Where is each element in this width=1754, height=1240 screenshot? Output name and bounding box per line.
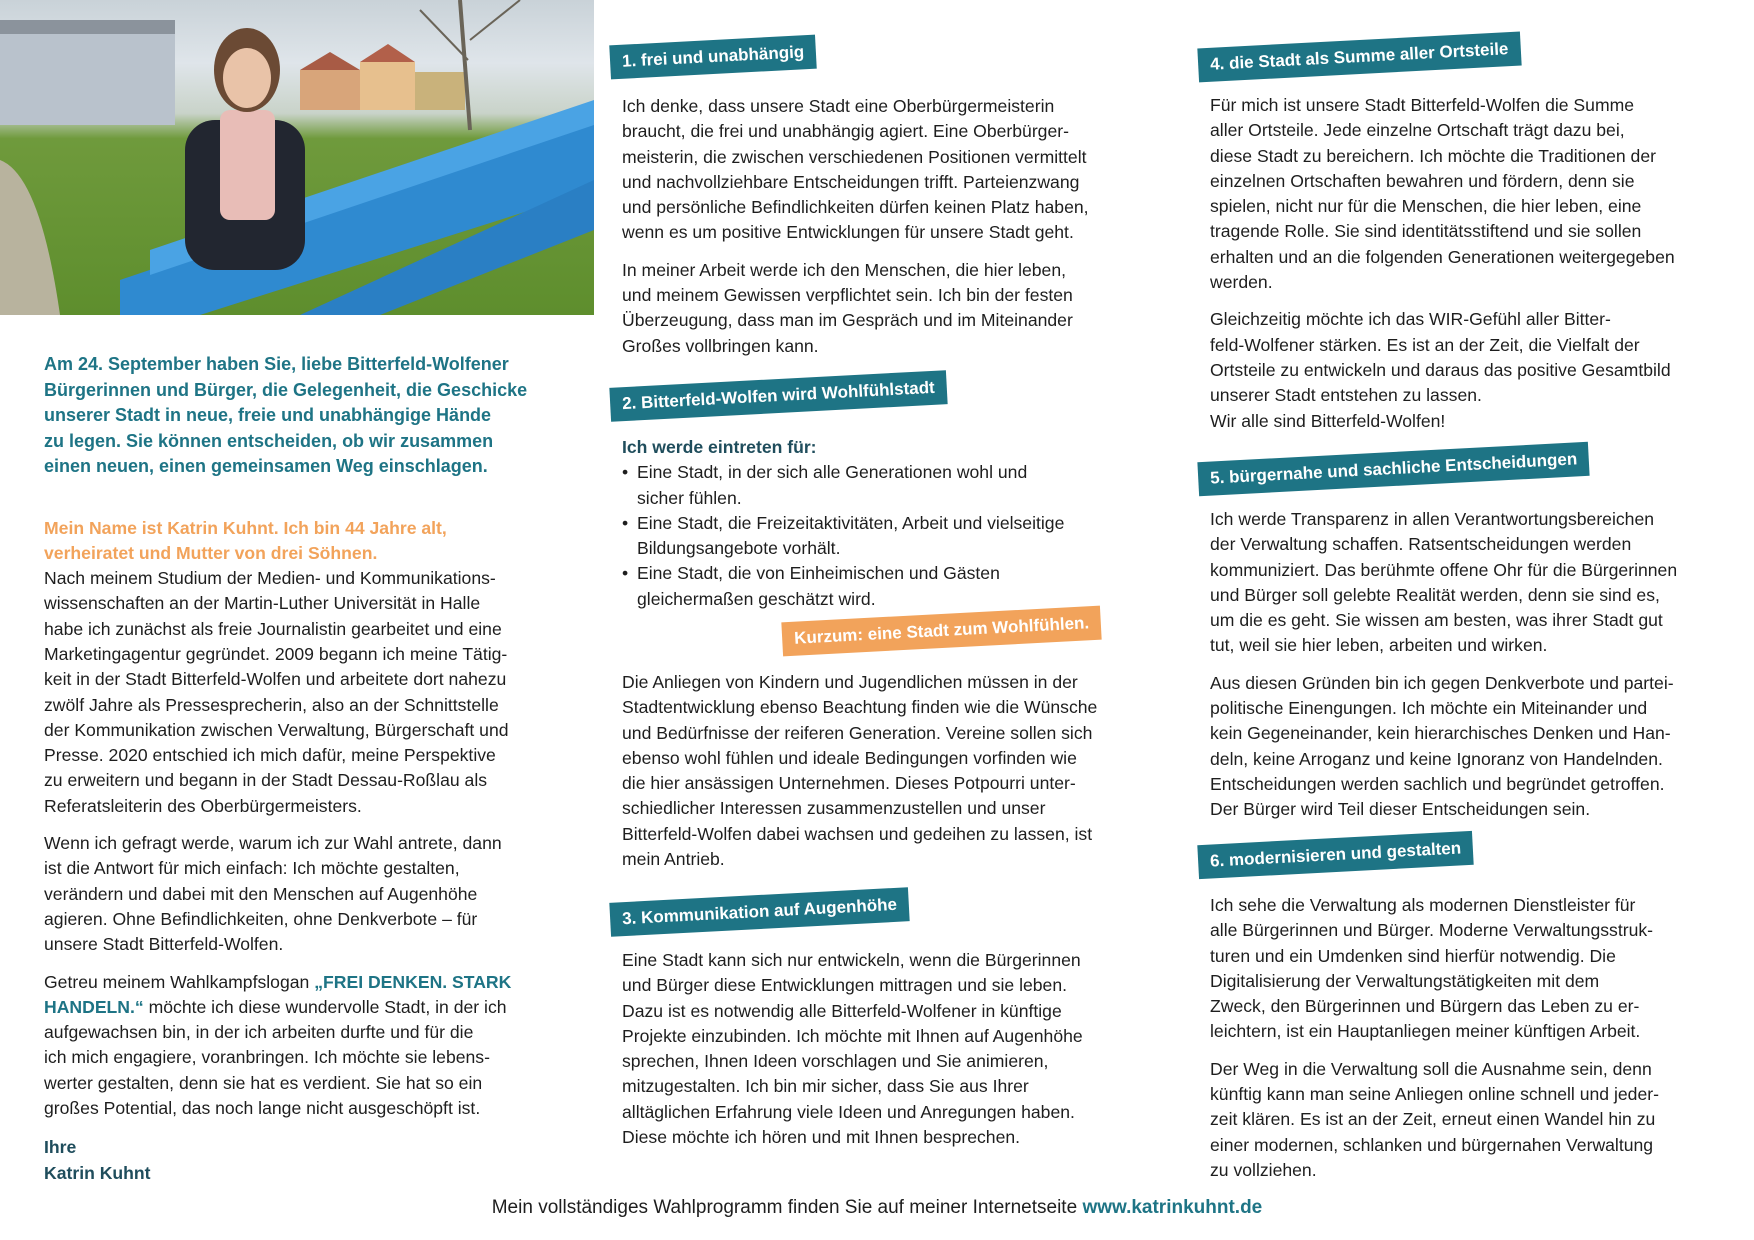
section-6 — [1210, 893, 1730, 1195]
section-5-p2: Aus diesen Gründen bin ich gegen Denkverbote und partei- politische Einengungen. Ich möchte ein Miteinander und kein Gegeneinander, kein hierarchisches Denken und Han- deln, keine Arroganz und keine Ignoranz von Handelnden. Entscheidungen werden sachlich und begründet getroffen. Der Bürger wird Teil dieser Entscheidungen sein. — [1210, 672, 1674, 820]
section-1 — [622, 94, 1162, 371]
section-2-list — [622, 460, 1162, 612]
signoff: Ihre Katrin Kuhnt — [44, 1137, 151, 1183]
section-3 — [622, 948, 1162, 1162]
portrait-photo — [0, 0, 594, 315]
intro-column — [44, 352, 584, 1186]
section-5 — [1210, 507, 1730, 835]
list-item: • Eine Stadt, die Freizeitaktivitäten, Arbeit und vielseitige Bildungsangebote vorhält. — [622, 511, 1162, 562]
list-item: • Eine Stadt, in der sich alle Generationen wohl und sicher fühlen. — [622, 460, 1162, 511]
slogan-paragraph — [44, 970, 584, 1122]
section-3-p1: Eine Stadt kann sich nur entwickeln, wenn die Bürgerinnen und Bürger diese Entwicklungen mittragen und sie leben. Dazu ist es notwendig alle Bitterfeld-Wolfener in künftige Projekte einzubinden. Ich möchte mit Ihnen auf Augenhöhe sprechen, Ihnen Ideen vorschlagen und Sie animieren, mitzugestalten. Ich bin mir sicher, dass Sie aus Ihrer alltäglichen Erfahrung viele Ideen und Anregungen haben. Diese möchte ich hören und mit Ihnen besprechen. — [622, 950, 1083, 1148]
section-2-banner: 2. Bitterfeld-Wolfen wird Wohlfühlstadt — [609, 370, 947, 422]
section-5-p1: Ich werde Transparenz in allen Verantwortungsbereichen der Verwaltung schaffen. Ratsentscheidungen werden kommuniziert. Das berühmte offene Ohr für die Bürgerinnen und Bürger soll gelebte Realität werden, denn sie sind es, um die es geht. Sie wissen am besten, was ihrer Stadt gut tut, weil sie hier leben, arbeiten und wirken. — [1210, 509, 1678, 656]
section-1-p1: Ich denke, dass unsere Stadt eine Oberbürgermeisterin braucht, die frei und unabhängig agiert. Eine Oberbürger- meisterin, die zwischen verschiedenen Positionen vermittelt und nachvollziehbare Entscheidungen trifft. Parteienzwang und persönliche Befindlichkeiten dürfen keinen Platz haben, wenn es um positive Entwicklungen für unsere Stadt geht. — [622, 96, 1089, 243]
bio-text: Nach meinem Studium der Medien- und Kommunikations- wissenschaften an der Martin-Luther Universität in Halle habe ich zunächst als freie Journalistin gearbeitet und eine Marketingagentur gegründet. 2009 begann ich meine Tätig- keit in der Stadt Bitterfeld-Wolfen und arbeitete dort nahezu zwölf Jahre als Pressesprecherin, also an der Schnittstelle der Kommunikation zwischen Verwaltung, Bürgerschaft und Presse. 2020 entschied ich mich dafür, meine Perspektive zu erweitern und begann in der Stadt Dessau-Roßlau als Referatsleiterin des Oberbürgermeisters. — [44, 568, 509, 816]
section-4-p2: Gleichzeitig möchte ich das WIR-Gefühl aller Bitter- feld-Wolfener stärken. Es ist an der Zeit, die Vielfalt der Ortsteile zu entwickeln und daraus das positive Gesamtbild unserer Stadt entstehen zu lassen. Wir alle sind Bitterfeld-Wolfen! — [1210, 309, 1671, 431]
section-4-banner: 4. die Stadt als Summe aller Ortsteile — [1197, 32, 1521, 83]
slogan: „FREI DENKEN. STARK HANDELN.“ — [44, 971, 512, 1017]
section-4-p1: Für mich ist unsere Stadt Bitterfeld-Wolfen die Summe aller Ortsteile. Jede einzelne Ortschaft trägt dazu bei, diese Stadt zu bereichern. Ich möchte die Traditionen der einzelnen Ortschaften bewahren und fördern, denn sie spielen, nicht nur für die Menschen, die hier leben, eine tragende Rolle. Sie sind identitätsstiftend und sie sollen erhalten und an die folgenden Generationen weitergegeben werden. — [1210, 95, 1675, 293]
kurzum-banner: Kurzum: eine Stadt zum Wohlfühlen. — [781, 606, 1102, 657]
section-6-p1: Ich sehe die Verwaltung als modernen Dienstleister für alle Bürgerinnen und Bürger. Moderne Verwaltungsstruk- turen und ein Umdenken sind hierfür notwendig. Die Digitalisierung der Verwaltungstätigkeiten mit dem Zweck, den Bürgerinnen und Bürgern das Leben zu er- leichtern, ist ein Hauptanliegen meiner künftigen Arbeit. — [1210, 895, 1654, 1042]
intro-text: Am 24. September haben Sie, liebe Bitterfeld-Wolfener Bürgerinnen und Bürger, die Gelegenheit, die Geschicke unserer Stadt in neue, freie und unabhängige Hände zu legen. Sie können entscheiden, ob wir zusammen einen neuen, einen gemeinsamen Weg einschlagen. — [44, 354, 528, 476]
section-5-banner: 5. bürgernahe und sachliche Entscheidungen — [1197, 442, 1590, 496]
footer — [0, 1197, 1754, 1219]
list-item: • Eine Stadt, die von Einheimischen und Gästen gleichermaßen geschätzt wird. — [622, 561, 1162, 612]
footer-text: Mein vollständiges Wahlprogramm finden Sie auf meiner Internetseite — [491, 1197, 1083, 1218]
section-2 — [622, 435, 1162, 624]
section-2-text — [622, 670, 1162, 884]
slogan-pre: Getreu meinem Wahlkampfslogan — [44, 971, 315, 992]
section-2-lead: Ich werde eintreten für: — [622, 437, 817, 457]
bio-heading: Mein Name ist Katrin Kuhnt. Ich bin 44 Jahre alt, verheiratet und Mutter von drei Söhnen. — [44, 517, 447, 563]
section-3-banner: 3. Kommunikation auf Augenhöhe — [609, 887, 910, 937]
section-4 — [1210, 93, 1730, 446]
slogan-post: möchte ich diese wundervolle Stadt, in der ich aufgewachsen bin, in der ich arbeiten durfte und für die ich mich engagiere, voranbringen. Ich möchte sie lebens- werter gestalten, denn sie hat es verdient. Sie hat so ein großes Potential, das noch lange nicht ausgeschöpft ist. — [44, 996, 507, 1119]
section-1-banner: 1. frei und unabhängig — [609, 35, 817, 80]
section-1-p2: In meiner Arbeit werde ich den Menschen, die hier leben, und meinem Gewissen verpflichtet sein. Ich bin der festen Überzeugung, dass man im Gespräch und im Miteinander Großes vollbringen kann. — [622, 259, 1073, 356]
why-text: Wenn ich gefragt werde, warum ich zur Wahl antrete, dann ist die Antwort für mich einfach: Ich möchte gestalten, verändern und dabei mit den Menschen auf Augenhöhe agieren. Ohne Befindlichkeiten, ohne Denkverbote – für unsere Stadt Bitterfeld-Wolfen. — [44, 833, 502, 955]
section-6-banner: 6. modernisieren und gestalten — [1197, 831, 1474, 879]
section-6-p2: Der Weg in die Verwaltung soll die Ausnahme sein, denn künftig kann man seine Anliegen online schnell und jeder- zeit klären. Es ist an der Zeit, erneut einen Wandel hin zu einer modernen, schlanken und bürgernahen Verwaltung zu vollziehen. — [1210, 1058, 1659, 1180]
section-2-p1: Die Anliegen von Kindern und Jugendlichen müssen in der Stadtentwicklung ebenso Beachtung finden wie die Wünsche und Bedürfnisse der reiferen Generation. Vereine sollen sich ebenso wohl fühlen und ideale Bedingungen vorfinden wie die hier ansässigen Unternehmen. Dieses Potpourri unter- schiedlicher Interessen zusammenzustellen und unser Bitterfeld-Wolfen dabei wachsen und gedeihen zu lassen, ist mein Antrieb. — [622, 672, 1098, 870]
website-link[interactable]: www.katrinkuhnt.de — [1082, 1197, 1263, 1218]
photo-scene-illustration — [0, 0, 594, 315]
